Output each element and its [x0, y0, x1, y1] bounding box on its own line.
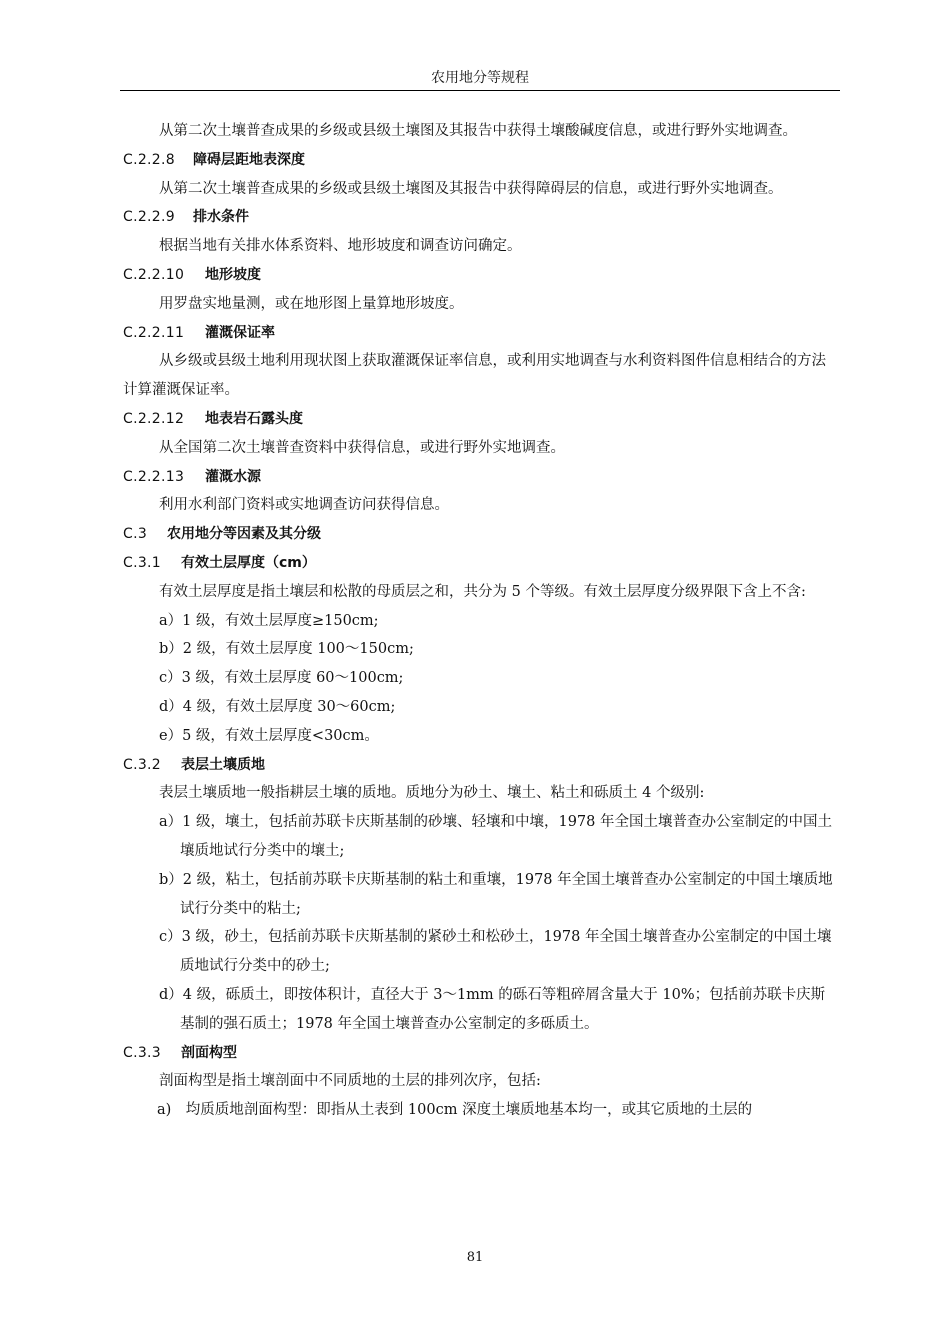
paragraph: 有效土层厚度是指土壤层和松散的母质层之和，共分为 5 个等级。有效土层厚度分级界限下含上不含: — [159, 583, 806, 600]
section-number: C.2.2.13 — [123, 468, 185, 485]
list-item: b）2 级，粘土，包括前苏联卡庆斯基制的粘土和重壤，1978 年全国土壤普查办公室制定的中国土壤质地试行分类中的粘土; — [159, 871, 833, 917]
section-number: C.3.3 — [123, 1044, 161, 1061]
paragraph: 从乡级或县级土地利用现状图上获取灌溉保证率信息，或利用实地调查与水利资料图件信息相结合的方法计算灌溉保证率。 — [123, 353, 826, 399]
section-heading-c32 — [123, 751, 833, 780]
section-heading-c2210 — [123, 261, 833, 290]
section-number: C.2.2.10 — [123, 266, 185, 283]
section-number: C.2.2.8 — [123, 151, 175, 168]
paragraph: 从第二次土壤普查成果的乡级或县级土壤图及其报告中获得障碍层的信息，或进行野外实地调查。 — [159, 180, 783, 197]
section-number: C.2.2.9 — [123, 209, 175, 226]
paragraph: 剖面构型是指土壤剖面中不同质地的土层的排列次序，包括: — [159, 1073, 541, 1090]
section-title: 地形坡度 — [205, 266, 261, 283]
section-number: C.3.1 — [123, 554, 161, 571]
paragraph: 表层土壤质地一般指耕层土壤的质地。质地分为砂土、壤土、粘土和砾质土 4 个级别: — [159, 785, 705, 802]
section-heading-c31 — [123, 549, 833, 578]
list-item: b）2 级，有效土层厚度 100～150cm; — [159, 641, 414, 658]
section-title: 表层土壤质地 — [181, 756, 265, 773]
page-number: 81 — [466, 1250, 484, 1265]
section-title: 灌溉保证率 — [205, 324, 275, 341]
section-title: 农用地分等因素及其分级 — [167, 526, 321, 543]
running-header: 农用地分等规程 — [431, 70, 529, 86]
section-number: C.3.2 — [123, 756, 161, 773]
section-heading-c2213 — [123, 463, 833, 492]
page-body — [123, 117, 833, 1125]
list-item: a）1 级，有效土层厚度≥150cm; — [159, 612, 379, 629]
paragraph: 根据当地有关排水体系资料、地形坡度和调查访问确定。 — [159, 238, 522, 255]
paragraph: 从全国第二次土壤普查资料中获得信息，或进行野外实地调查。 — [159, 439, 565, 456]
list-item: a) 均质质地剖面构型：即指从土表到 100cm 深度土壤质地基本均一，或其它质地的土层的 — [157, 1102, 753, 1119]
section-title: 障碍层距地表深度 — [193, 151, 305, 168]
list-item: c）3 级，砂土，包括前苏联卡庆斯基制的紧砂土和松砂土，1978 年全国土壤普查办公室制定的中国土壤质地试行分类中的砂土; — [159, 929, 832, 975]
section-number: C.3 — [123, 526, 148, 543]
paragraph: 从第二次土壤普查成果的乡级或县级土壤图及其报告中获得土壤酸碱度信息，或进行野外实地调查。 — [159, 123, 797, 139]
paragraph: 用罗盘实地量测，或在地形图上量算地形坡度。 — [159, 295, 464, 312]
section-heading-c228 — [123, 146, 833, 175]
header-rule — [120, 90, 840, 91]
list-item: d）4 级，有效土层厚度 30～60cm; — [159, 698, 396, 715]
list-item: c）3 级，有效土层厚度 60～100cm; — [159, 670, 404, 687]
list-item: e）5 级，有效土层厚度<30cm。 — [159, 727, 379, 744]
section-heading-c3 — [123, 520, 833, 549]
list-item: d）4 级，砾质土，即按体积计，直径大于 3～1mm 的砾石等粗碎屑含量大于 10%；包括前苏联卡庆斯基制的强石质土；1978 年全国土壤普查办公室制定的多砾质土。 — [159, 986, 826, 1032]
section-number: C.2.2.11 — [123, 324, 185, 341]
paragraph: 利用水利部门资料或实地调查访问获得信息。 — [159, 497, 449, 514]
section-title: 剖面构型 — [181, 1044, 237, 1061]
section-heading-c2211 — [123, 319, 833, 348]
section-number: C.2.2.12 — [123, 410, 185, 427]
section-title: 有效土层厚度（cm） — [181, 554, 316, 571]
section-title: 排水条件 — [193, 209, 249, 226]
section-heading-c33 — [123, 1039, 833, 1068]
section-heading-c2212 — [123, 405, 833, 434]
list-item: a）1 级，壤土，包括前苏联卡庆斯基制的砂壤、轻壤和中壤，1978 年全国土壤普查办公室制定的中国土壤质地试行分类中的壤土; — [159, 814, 832, 859]
section-heading-c229 — [123, 203, 833, 232]
section-title: 灌溉水源 — [205, 468, 261, 485]
section-title: 地表岩石露头度 — [205, 410, 303, 427]
